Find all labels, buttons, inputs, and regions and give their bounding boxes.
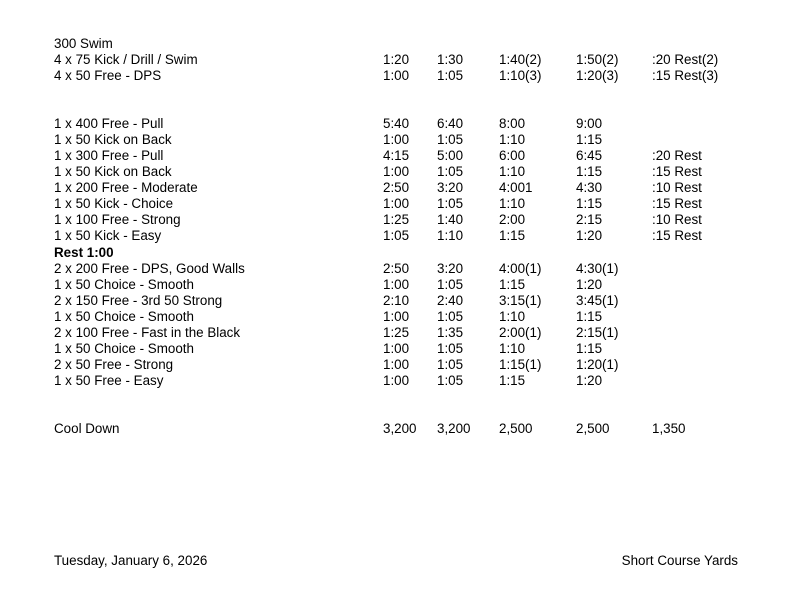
interval-1: 2:10 (383, 293, 410, 308)
row-label: 2 x 50 Free - Strong (54, 357, 174, 372)
workout-row (0, 325, 792, 341)
interval-2: 1:05 (437, 357, 464, 372)
row-label: 1 x 400 Free - Pull (54, 116, 164, 131)
interval-2: 1:10 (437, 228, 464, 243)
row-label: 1 x 50 Kick on Back (54, 132, 172, 147)
footer-course: Short Course Yards (621, 553, 738, 568)
interval-2: 1:05 (437, 373, 464, 388)
interval-1: 1:00 (383, 357, 410, 372)
rest-note: :15 Rest(3) (652, 68, 719, 83)
interval-2: 1:30 (437, 52, 464, 67)
total-2: 3,200 (437, 421, 471, 436)
interval-1: 1:25 (383, 325, 410, 340)
interval-3: 1:15 (499, 228, 526, 243)
rest-note: :20 Rest (652, 148, 702, 163)
workout-row (0, 148, 792, 164)
workout-row (0, 36, 792, 52)
interval-3: 4:00(1) (499, 261, 542, 276)
interval-4: 4:30 (576, 180, 603, 195)
interval-3: 4:001 (499, 180, 533, 195)
interval-1: 4:15 (383, 148, 410, 163)
interval-2: 1:05 (437, 164, 464, 179)
row-label: 2 x 200 Free - DPS, Good Walls (54, 261, 245, 276)
interval-1: 1:00 (383, 277, 410, 292)
total-5: 1,350 (652, 421, 686, 436)
row-label: 1 x 50 Choice - Smooth (54, 277, 194, 292)
interval-4: 1:15 (576, 341, 603, 356)
row-label: 1 x 300 Free - Pull (54, 148, 164, 163)
rest-note: :15 Rest (652, 228, 702, 243)
workout-row (0, 357, 792, 373)
interval-2: 1:05 (437, 132, 464, 147)
interval-3: 3:15(1) (499, 293, 542, 308)
interval-4: 1:15 (576, 132, 603, 147)
workout-row (0, 228, 792, 244)
interval-1: 1:00 (383, 373, 410, 388)
interval-3: 1:10(3) (499, 68, 542, 83)
row-label: 1 x 50 Kick on Back (54, 164, 172, 179)
interval-1: 5:40 (383, 116, 410, 131)
interval-3: 1:10 (499, 309, 526, 324)
workout-row (0, 373, 792, 389)
interval-3: 1:40(2) (499, 52, 542, 67)
interval-1: 1:00 (383, 196, 410, 211)
row-label: 4 x 50 Free - DPS (54, 68, 162, 83)
interval-4: 3:45(1) (576, 293, 619, 308)
row-label: 1 x 50 Choice - Smooth (54, 309, 194, 324)
interval-2: 1:05 (437, 341, 464, 356)
interval-1: 1:05 (383, 228, 410, 243)
row-label: 2 x 150 Free - 3rd 50 Strong (54, 293, 223, 308)
row-label: 300 Swim (54, 36, 113, 51)
interval-4: 4:30(1) (576, 261, 619, 276)
rest-note: :10 Rest (652, 180, 702, 195)
interval-4: 2:15(1) (576, 325, 619, 340)
rest-note: :15 Rest (652, 164, 702, 179)
rest-heading: Rest 1:00 (54, 245, 114, 260)
interval-2: 1:05 (437, 196, 464, 211)
interval-2: 6:40 (437, 116, 464, 131)
interval-3: 2:00 (499, 212, 526, 227)
interval-4: 9:00 (576, 116, 603, 131)
rest-heading-row (0, 245, 792, 261)
interval-2: 3:20 (437, 180, 464, 195)
interval-4: 2:15 (576, 212, 603, 227)
interval-2: 1:05 (437, 68, 464, 83)
interval-3: 6:00 (499, 148, 526, 163)
interval-2: 1:05 (437, 277, 464, 292)
interval-3: 1:10 (499, 341, 526, 356)
interval-4: 1:15 (576, 309, 603, 324)
row-label: 1 x 50 Choice - Smooth (54, 341, 194, 356)
interval-4: 1:20 (576, 277, 603, 292)
interval-4: 1:20(3) (576, 68, 619, 83)
interval-4: 6:45 (576, 148, 603, 163)
interval-3: 1:10 (499, 196, 526, 211)
row-label: 2 x 100 Free - Fast in the Black (54, 325, 241, 340)
rest-note: :15 Rest (652, 196, 702, 211)
interval-3: 1:15(1) (499, 357, 542, 372)
interval-3: 1:15 (499, 373, 526, 388)
interval-2: 3:20 (437, 261, 464, 276)
interval-3: 1:10 (499, 164, 526, 179)
workout-row (0, 212, 792, 228)
row-label: 1 x 50 Kick - Choice (54, 196, 174, 211)
interval-1: 1:00 (383, 309, 410, 324)
row-label: 1 x 200 Free - Moderate (54, 180, 198, 195)
interval-2: 1:05 (437, 309, 464, 324)
workout-row (0, 52, 792, 68)
row-label: 1 x 100 Free - Strong (54, 212, 181, 227)
row-label: 1 x 50 Kick - Easy (54, 228, 162, 243)
workout-row (0, 341, 792, 357)
interval-4: 1:20 (576, 228, 603, 243)
interval-4: 1:50(2) (576, 52, 619, 67)
workout-row (0, 116, 792, 132)
row-label: 1 x 50 Free - Easy (54, 373, 164, 388)
rest-note: :10 Rest (652, 212, 702, 227)
interval-3: 8:00 (499, 116, 526, 131)
interval-1: 2:50 (383, 261, 410, 276)
row-label: 4 x 75 Kick / Drill / Swim (54, 52, 198, 67)
interval-2: 2:40 (437, 293, 464, 308)
workout-row (0, 277, 792, 293)
total-3: 2,500 (499, 421, 533, 436)
row-label: Cool Down (54, 421, 120, 436)
workout-row (0, 261, 792, 277)
workout-row (0, 68, 792, 84)
cool-down-row (0, 421, 792, 437)
interval-1: 1:00 (383, 68, 410, 83)
interval-4: 1:15 (576, 196, 603, 211)
interval-2: 5:00 (437, 148, 464, 163)
interval-1: 1:20 (383, 52, 410, 67)
interval-2: 1:35 (437, 325, 464, 340)
interval-3: 2:00(1) (499, 325, 542, 340)
interval-1: 1:00 (383, 341, 410, 356)
workout-row (0, 180, 792, 196)
workout-row (0, 132, 792, 148)
interval-4: 1:20(1) (576, 357, 619, 372)
interval-4: 1:15 (576, 164, 603, 179)
workout-row (0, 196, 792, 212)
interval-1: 1:00 (383, 164, 410, 179)
interval-1: 1:00 (383, 132, 410, 147)
total-4: 2,500 (576, 421, 610, 436)
workout-row (0, 164, 792, 180)
interval-2: 1:40 (437, 212, 464, 227)
interval-3: 1:15 (499, 277, 526, 292)
interval-1: 1:25 (383, 212, 410, 227)
rest-note: :20 Rest(2) (652, 52, 719, 67)
interval-1: 2:50 (383, 180, 410, 195)
interval-4: 1:20 (576, 373, 603, 388)
workout-row (0, 293, 792, 309)
total-1: 3,200 (383, 421, 417, 436)
footer-date: Tuesday, January 6, 2026 (54, 553, 208, 568)
interval-3: 1:10 (499, 132, 526, 147)
workout-row (0, 309, 792, 325)
